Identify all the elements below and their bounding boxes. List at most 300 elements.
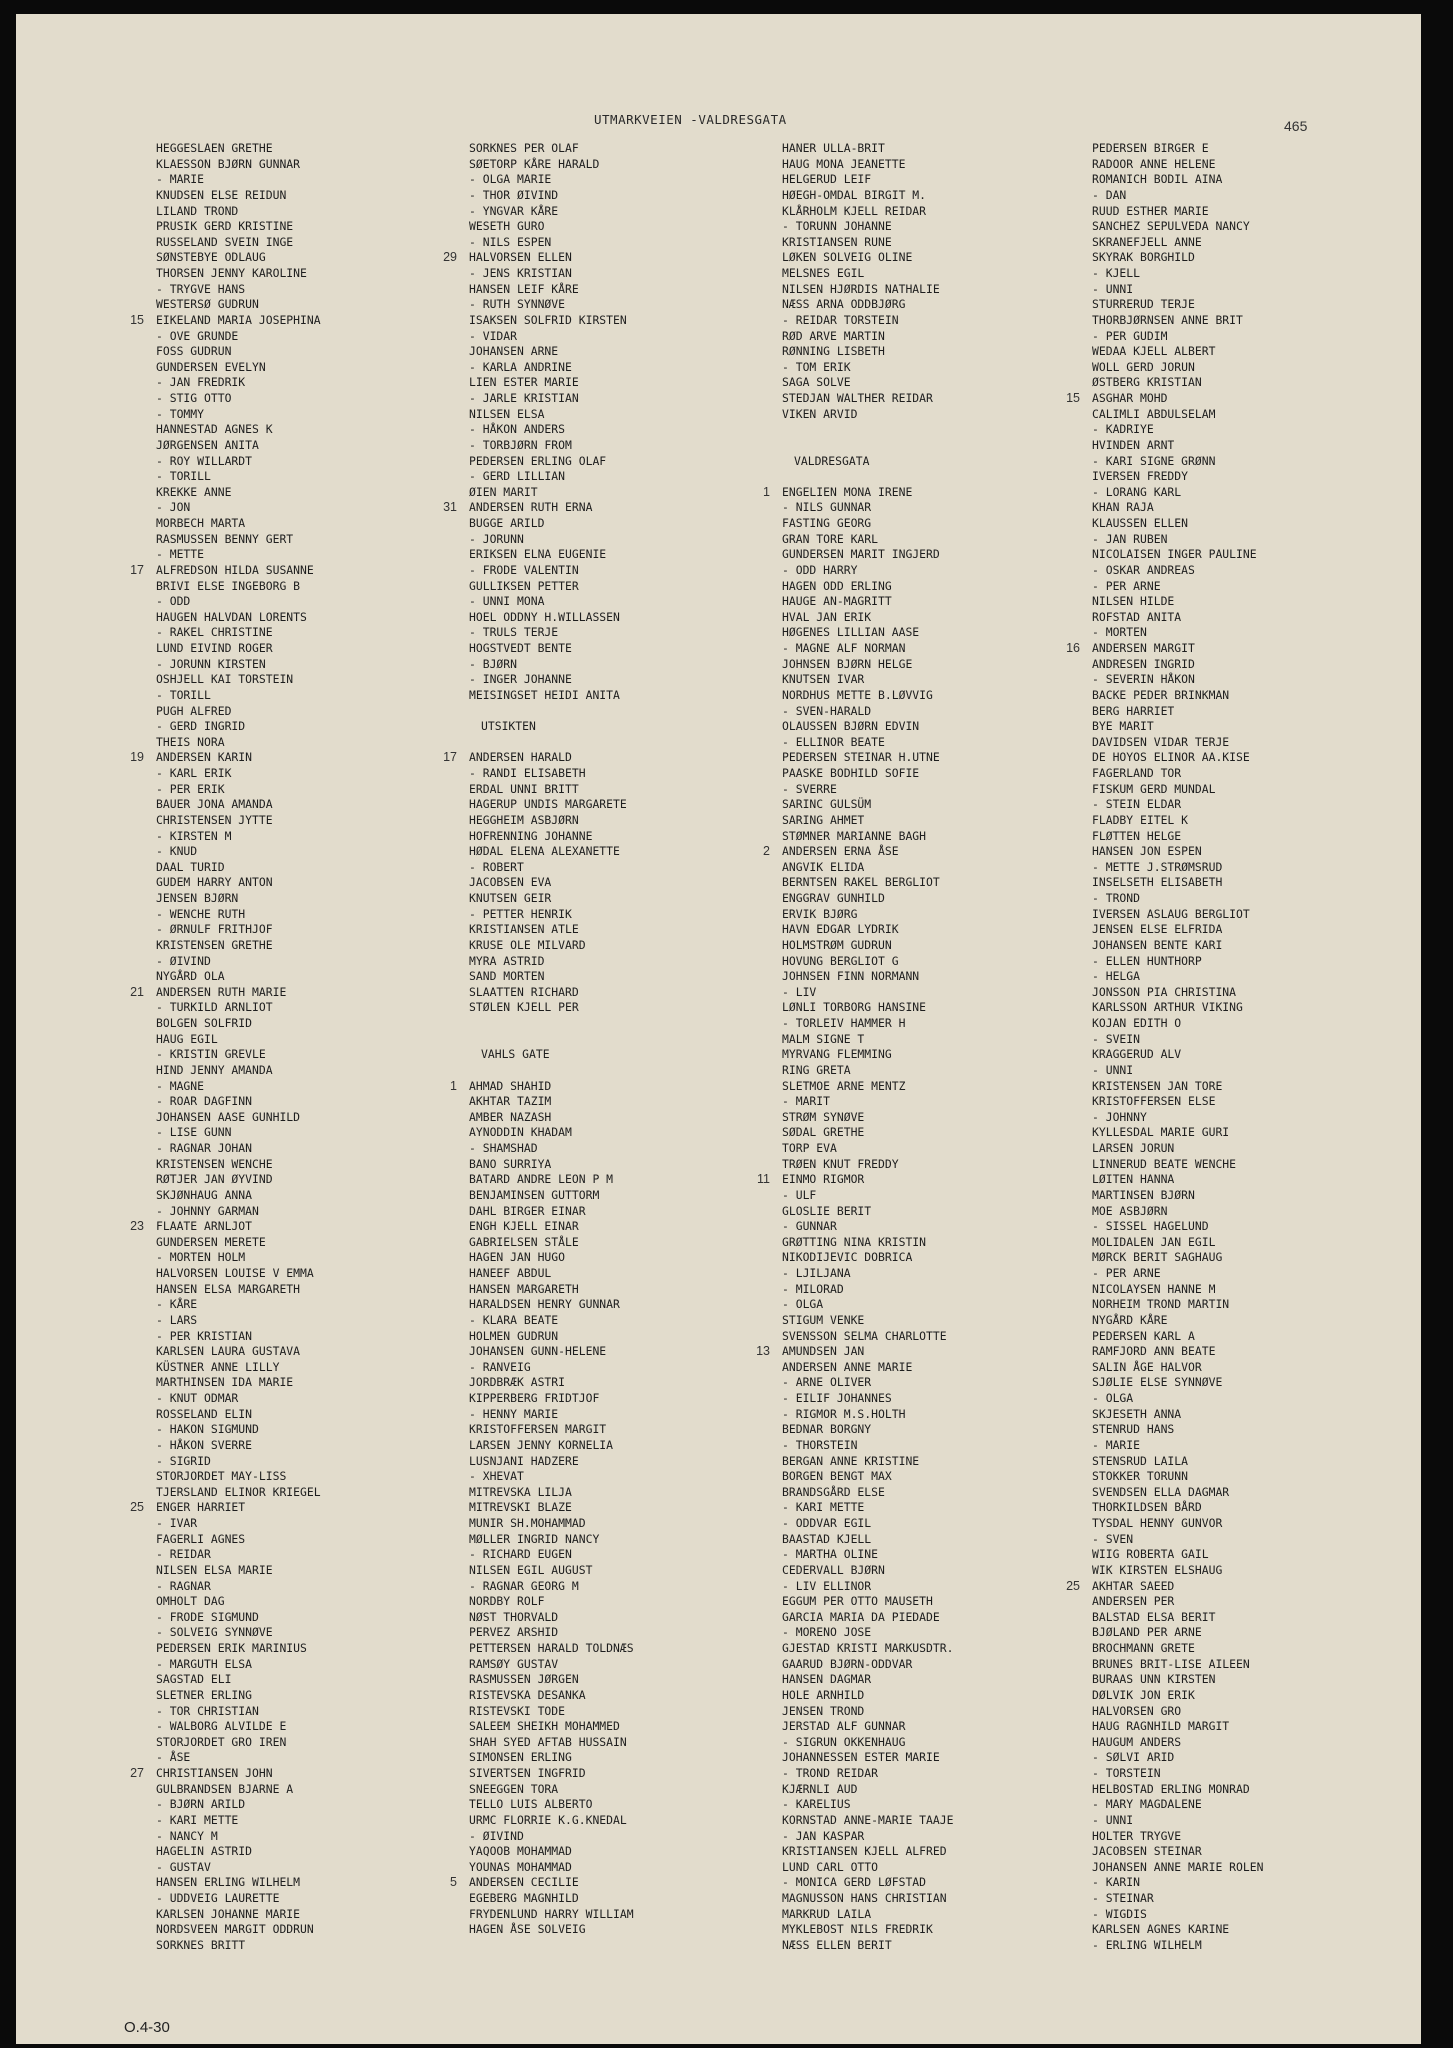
resident-entry	[1092, 485, 1392, 501]
resident-name: KARLSSON ARTHUR VIKING	[1092, 1000, 1243, 1015]
resident-entry	[156, 1094, 456, 1110]
resident-name: - MARIT	[782, 1094, 831, 1109]
resident-name: ØIEN MARIT	[469, 484, 538, 499]
resident-name: - HELGA	[1092, 969, 1141, 984]
resident-name: HØGENES LILLIAN AASE	[782, 625, 920, 640]
resident-entry	[156, 829, 456, 845]
resident-entry	[1092, 250, 1392, 266]
resident-entry	[1066, 641, 1392, 657]
resident-name: - WIGDIS	[1092, 1906, 1147, 1921]
resident-entry	[782, 141, 1082, 157]
resident-name: KRISTIANSEN ATLE	[469, 922, 579, 937]
resident-name: CALIMLI ABDULSELAM	[1092, 406, 1216, 421]
resident-entry	[782, 594, 1082, 610]
resident-entry	[782, 1797, 1082, 1813]
resident-entry	[469, 1657, 769, 1673]
resident-entry	[1092, 610, 1392, 626]
resident-name: - PER GUDIM	[1092, 328, 1168, 343]
resident-name: NILSEN EGIL AUGUST	[469, 1562, 593, 1577]
resident-entry	[782, 500, 1082, 516]
resident-entry	[782, 1110, 1082, 1126]
resident-name: SAND MORTEN	[469, 969, 545, 984]
resident-name: - PER ARNE	[1092, 578, 1161, 593]
resident-name: SANCHEZ SEPULVEDA NANCY	[1092, 219, 1250, 234]
resident-entry	[156, 844, 456, 860]
resident-entry	[156, 235, 456, 251]
resident-name: TORP EVA	[782, 1141, 837, 1155]
resident-name: PEDERSEN STEINAR H.UTNE	[782, 750, 940, 765]
resident-entry	[782, 188, 1082, 204]
resident-name: KRISTOFFERSEN MARGIT	[469, 1422, 607, 1437]
resident-entry	[130, 1766, 456, 1782]
resident-entry	[469, 1360, 769, 1376]
resident-entry	[156, 1532, 456, 1548]
resident-entry	[782, 1047, 1082, 1063]
resident-name: RUSSELAND SVEIN INGE	[156, 234, 294, 249]
resident-name: KARLSEN LAURA GUSTAVA	[156, 1344, 301, 1359]
resident-name: HALVORSEN LOUISE V EMMA	[156, 1266, 314, 1280]
resident-name: ENGGRAV GUNHILD	[782, 891, 885, 905]
resident-entry	[469, 1094, 769, 1110]
resident-entry	[469, 297, 769, 313]
resident-name: SKJØNHAUG ANNA	[156, 1187, 253, 1202]
spacer	[782, 438, 1082, 454]
resident-name: MØRCK BERIT SAGHAUG	[1092, 1250, 1223, 1265]
resident-name: KÜSTNER ANNE LILLY	[156, 1359, 280, 1374]
resident-entry	[782, 1282, 1082, 1298]
resident-name: JOHANSEN GUNN-HELENE	[469, 1344, 607, 1359]
resident-entry	[782, 1438, 1082, 1454]
resident-entry	[156, 719, 456, 735]
resident-name: STORJORDET GRO IREN	[156, 1734, 287, 1749]
resident-entry	[156, 1672, 456, 1688]
resident-entry	[156, 1750, 456, 1766]
resident-name: - ØIVIND	[156, 953, 211, 968]
resident-name: - GUSTAV	[156, 1859, 211, 1874]
resident-entry	[782, 1610, 1082, 1626]
resident-name: RING GRETA	[782, 1062, 851, 1077]
resident-entry	[156, 1829, 456, 1845]
resident-name: HAGEN ÅSE SOLVEIG	[469, 1922, 586, 1937]
spacer	[782, 469, 1082, 485]
resident-entry	[782, 407, 1082, 423]
resident-name: - TORLEIV HAMMER H	[782, 1016, 906, 1030]
resident-name: HØDAL ELENA ALEXANETTE	[469, 844, 620, 859]
resident-name: MUNIR SH.MOHAMMAD	[469, 1516, 586, 1530]
resident-name: FISKUM GERD MUNDAL	[1092, 781, 1216, 796]
resident-entry	[156, 407, 456, 423]
resident-name: ROFSTAD ANITA	[1092, 609, 1182, 624]
resident-name: GABRIELSEN STÅLE	[469, 1234, 579, 1249]
resident-name: - OLGA	[782, 1297, 824, 1312]
resident-name: LILAND TROND	[156, 203, 239, 218]
resident-entry	[469, 1641, 769, 1657]
resident-entry	[1092, 1516, 1392, 1532]
resident-entry	[469, 1704, 769, 1720]
resident-name: WESETH GURO	[469, 219, 545, 234]
resident-entry	[782, 657, 1082, 673]
resident-entry	[782, 297, 1082, 313]
resident-name: NILSEN HILDE	[1092, 594, 1175, 609]
resident-name: EINMO RIGMOR	[782, 1172, 865, 1187]
resident-entry	[782, 1188, 1082, 1204]
resident-name: JOHANSEN BENTE KARI	[1092, 937, 1223, 952]
resident-name: PEDERSEN BIRGER E	[1092, 141, 1209, 155]
resident-entry	[469, 985, 769, 1001]
resident-name: - RANDI ELISABETH	[469, 766, 586, 780]
resident-name: DAAL TURID	[156, 859, 225, 874]
resident-name: NILSEN ELSA MARIE	[156, 1562, 273, 1577]
resident-name: KNUTSEN GEIR	[469, 891, 552, 905]
resident-entry	[156, 735, 456, 751]
resident-name: - MARIE	[1092, 1437, 1141, 1452]
spacer	[469, 1063, 769, 1079]
resident-entry	[450, 1078, 769, 1095]
resident-name: PUGH ALFRED	[156, 703, 232, 718]
resident-entry	[469, 1907, 769, 1923]
house-number: 5	[450, 1875, 457, 1890]
resident-name: - OSKAR ANDREAS	[1092, 562, 1195, 577]
resident-name: HANSEN ERLING WILHELM	[156, 1875, 301, 1890]
resident-name: - OLGA	[1092, 1391, 1134, 1405]
resident-entry	[1092, 1922, 1392, 1938]
resident-entry	[469, 282, 769, 298]
resident-entry	[156, 1329, 456, 1345]
resident-name: OMHOLT DAG	[156, 1594, 225, 1609]
resident-entry	[1092, 1360, 1392, 1376]
resident-entry	[782, 1844, 1082, 1860]
resident-name: RØNNING LISBETH	[782, 344, 885, 359]
resident-name: - JOHNNY	[1092, 1109, 1147, 1124]
resident-name: STORJORDET MAY-LISS	[156, 1469, 287, 1484]
resident-entry	[469, 1516, 769, 1532]
resident-entry	[469, 860, 769, 876]
resident-name: SØDAL GRETHE	[782, 1125, 865, 1140]
resident-name: HALVORSEN ELLEN	[469, 250, 572, 265]
resident-name: ROMANICH BODIL AINA	[1092, 172, 1223, 187]
resident-name: - XHEVAT	[469, 1469, 524, 1484]
resident-entry	[156, 1125, 456, 1141]
resident-name: RØTJER JAN ØYVIND	[156, 1172, 273, 1187]
resident-entry	[469, 1813, 769, 1829]
resident-entry	[156, 1235, 456, 1251]
resident-name: ANDERSEN PER	[1092, 1594, 1175, 1609]
resident-entry	[469, 1500, 769, 1516]
resident-entry	[156, 500, 456, 516]
resident-entry	[782, 641, 1082, 657]
resident-name: - JARLE KRISTIAN	[469, 391, 579, 405]
street-heading: UTSIKTEN	[481, 719, 536, 734]
resident-entry	[156, 875, 456, 891]
directory-column-4	[1066, 141, 1392, 1954]
resident-name: - TOM ERIK	[782, 359, 851, 374]
resident-entry	[469, 1204, 769, 1220]
resident-name: ANDERSEN KARIN	[156, 750, 253, 765]
resident-name: SLETNER ERLING	[156, 1687, 253, 1702]
resident-entry	[1092, 1797, 1392, 1813]
resident-entry	[782, 875, 1082, 891]
resident-entry	[469, 1329, 769, 1345]
resident-name: - PETTER HENRIK	[469, 906, 572, 921]
resident-name: RISTEVSKI TODE	[469, 1703, 566, 1718]
resident-name: MYRA ASTRID	[469, 953, 545, 968]
resident-name: - FRODE VALENTIN	[469, 562, 579, 577]
resident-entry	[763, 844, 1082, 860]
resident-entry	[782, 547, 1082, 563]
resident-name: NORDSVEEN MARGIT ODDRUN	[156, 1922, 314, 1937]
resident-name: BALSTAD ELSA BERIT	[1092, 1609, 1216, 1624]
resident-name: FLØTTEN HELGE	[1092, 828, 1182, 843]
resident-name: - SOLVEIG SYNNØVE	[156, 1625, 273, 1640]
resident-entry	[469, 1454, 769, 1470]
resident-name: LUSNJANI HADZERE	[469, 1453, 579, 1468]
resident-entry	[1092, 360, 1392, 376]
resident-entry	[156, 1688, 456, 1704]
resident-entry	[156, 1141, 456, 1157]
resident-name: LØNLI TORBORG HANSINE	[782, 1000, 927, 1015]
resident-entry	[782, 282, 1082, 298]
resident-name: STRØM SYNØVE	[782, 1109, 865, 1124]
resident-name: SARING AHMET	[782, 812, 865, 827]
resident-entry	[469, 610, 769, 626]
resident-name: BAASTAD KJELL	[782, 1531, 872, 1546]
resident-entry	[782, 797, 1082, 813]
resident-name: - MORTEN HOLM	[156, 1250, 246, 1265]
resident-name: HANNESTAD AGNES K	[156, 422, 273, 437]
resident-name: JOHANSEN AASE GUNHILD	[156, 1109, 301, 1124]
resident-entry	[156, 797, 456, 813]
resident-entry	[469, 1110, 769, 1126]
resident-name: - KARL ERIK	[156, 766, 232, 780]
resident-name: - MAGNE	[156, 1078, 205, 1093]
resident-entry	[156, 1250, 456, 1266]
resident-entry	[782, 672, 1082, 688]
resident-name: - ERLING WILHELM	[1092, 1937, 1202, 1952]
house-number: 15	[1066, 391, 1080, 405]
resident-name: ANDERSEN ANNE MARIE	[782, 1359, 913, 1374]
resident-entry	[469, 329, 769, 345]
resident-entry	[782, 860, 1082, 876]
resident-entry	[469, 1282, 769, 1298]
resident-entry	[156, 1797, 456, 1813]
resident-entry	[469, 313, 769, 329]
resident-name: - ODDVAR EGIL	[782, 1516, 872, 1530]
resident-entry	[782, 1922, 1082, 1938]
resident-name: GUNDERSEN EVELYN	[156, 359, 266, 374]
resident-entry	[469, 563, 769, 579]
resident-name: DØLVIK JON ERIK	[1092, 1687, 1195, 1702]
resident-name: STENRUD HANS	[1092, 1422, 1175, 1437]
resident-entry	[782, 1235, 1082, 1251]
resident-name: - KIRSTEN M	[156, 828, 232, 843]
resident-name: HAGEN JAN HUGO	[469, 1250, 566, 1265]
resident-entry	[469, 1891, 769, 1907]
resident-entry	[1092, 188, 1392, 204]
resident-entry	[782, 1500, 1082, 1516]
resident-entry	[782, 1704, 1082, 1720]
resident-entry	[782, 1735, 1082, 1751]
resident-entry	[1092, 532, 1392, 548]
resident-entry	[469, 844, 769, 860]
resident-name: ANDERSEN RUTH MARIE	[156, 984, 287, 999]
resident-name: INSELSETH ELISABETH	[1092, 875, 1223, 890]
resident-entry	[469, 1625, 769, 1641]
resident-entry	[443, 500, 769, 516]
resident-entry	[469, 344, 769, 360]
resident-name: JENSEN ELSE ELFRIDA	[1092, 922, 1223, 937]
resident-entry	[1092, 500, 1392, 516]
resident-name: STØLEN KJELL PER	[469, 1000, 579, 1015]
resident-entry	[469, 485, 769, 501]
resident-entry	[469, 1844, 769, 1860]
resident-entry	[782, 625, 1082, 641]
house-number: 31	[443, 500, 457, 515]
resident-entry	[782, 313, 1082, 329]
resident-name: KNUTSEN IVAR	[782, 672, 865, 687]
resident-entry	[469, 141, 769, 157]
resident-name: LUND EIVIND ROGER	[156, 641, 273, 655]
resident-entry	[156, 469, 456, 485]
resident-name: - NANCY M	[156, 1828, 218, 1843]
resident-entry	[469, 422, 769, 438]
resident-name: CHRISTIANSEN JOHN	[156, 1766, 273, 1780]
resident-name: MARTINSEN BJØRN	[1092, 1187, 1195, 1202]
resident-entry	[1092, 1344, 1392, 1360]
resident-entry	[763, 484, 1082, 501]
resident-entry	[156, 1422, 456, 1438]
resident-entry	[156, 782, 456, 798]
resident-name: LARSEN JORUN	[1092, 1141, 1175, 1155]
resident-name: BRIVI ELSE INGEBORG B	[156, 578, 301, 593]
resident-entry	[156, 1407, 456, 1423]
resident-name: HARALDSEN HENRY GUNNAR	[469, 1297, 620, 1312]
resident-name: - TOR CHRISTIAN	[156, 1703, 259, 1718]
resident-entry	[156, 219, 456, 235]
resident-entry	[156, 188, 456, 204]
resident-name: NILSEN ELSA	[469, 406, 545, 421]
resident-name: - KRISTIN GREVLE	[156, 1047, 266, 1062]
resident-entry	[469, 1719, 769, 1735]
resident-name: - VIDAR	[469, 328, 518, 343]
resident-entry	[1092, 1375, 1392, 1391]
resident-entry	[1092, 547, 1392, 563]
resident-entry	[156, 579, 456, 595]
resident-entry	[469, 1266, 769, 1282]
resident-entry	[782, 1016, 1082, 1032]
resident-name: KHAN RAJA	[1092, 500, 1154, 515]
resident-entry	[782, 766, 1082, 782]
resident-name: - KADRIYE	[1092, 422, 1154, 437]
resident-entry	[1092, 797, 1392, 813]
resident-entry	[782, 969, 1082, 985]
resident-name: PEDERSEN KARL A	[1092, 1328, 1195, 1343]
resident-name: JOHNSEN FINN NORMANN	[782, 969, 920, 984]
resident-name: BACKE PEDER BRINKMAN	[1092, 687, 1230, 702]
resident-name: ISAKSEN SOLFRID KIRSTEN	[469, 312, 627, 327]
resident-entry	[1092, 1000, 1392, 1016]
house-number: 15	[130, 312, 144, 327]
house-number: 1	[763, 484, 770, 499]
resident-name: GARCIA MARIA DA PIEDADE	[782, 1609, 940, 1624]
resident-name: - JAN KASPAR	[782, 1828, 865, 1843]
resident-entry	[1092, 844, 1392, 860]
resident-entry	[1092, 407, 1392, 423]
resident-name: TELLO LUIS ALBERTO	[469, 1797, 593, 1812]
resident-entry	[1092, 1610, 1392, 1626]
resident-name: - MORTEN	[1092, 625, 1147, 640]
resident-entry	[1092, 1907, 1392, 1923]
resident-entry	[156, 1282, 456, 1298]
resident-entry	[130, 984, 456, 1001]
resident-name: AKHTAR SAEED	[1092, 1578, 1175, 1593]
resident-name: SORKNES PER OLAF	[469, 141, 579, 155]
resident-entry	[782, 1079, 1082, 1095]
resident-entry	[1092, 1047, 1392, 1063]
resident-name: KYLLESDAL MARIE GURI	[1092, 1125, 1230, 1140]
resident-entry	[782, 1782, 1082, 1798]
resident-entry	[469, 579, 769, 595]
resident-name: IVERSEN ASLAUG BERGLIOT	[1092, 906, 1250, 921]
resident-name: HELGERUD LEIF	[782, 172, 872, 187]
resident-entry	[156, 1360, 456, 1376]
resident-entry	[782, 1719, 1082, 1735]
resident-name: FAGERLAND TOR	[1092, 766, 1182, 780]
resident-name: - MAGNE ALF NORMAN	[782, 641, 906, 655]
resident-name: GULLIKSEN PETTER	[469, 578, 579, 593]
resident-entry	[469, 1188, 769, 1204]
directory-column-3	[756, 141, 1082, 1954]
resident-name: - LJILJANA	[782, 1266, 851, 1280]
resident-name: - TURKILD ARNLIOT	[156, 1000, 273, 1015]
resident-entry	[782, 563, 1082, 579]
resident-entry	[782, 1672, 1082, 1688]
resident-entry	[1092, 1110, 1392, 1126]
resident-entry	[469, 954, 769, 970]
resident-entry	[469, 1579, 769, 1595]
resident-name: SVENSSON SELMA CHARLOTTE	[782, 1328, 947, 1343]
resident-entry	[782, 391, 1082, 407]
house-number: 25	[130, 1500, 144, 1515]
resident-name: - TORSTEIN	[1092, 1766, 1161, 1780]
resident-name: GJESTAD KRISTI MARKUSDTR.	[782, 1641, 954, 1655]
resident-name: HAGERUP UNDIS MARGARETE	[469, 797, 627, 812]
resident-name: GLOSLIE BERIT	[782, 1203, 872, 1218]
resident-entry	[1092, 1844, 1392, 1860]
resident-entry	[1092, 672, 1392, 688]
resident-name: - JORUNN KIRSTEN	[156, 656, 266, 671]
resident-entry	[469, 907, 769, 923]
resident-entry	[1092, 1532, 1392, 1548]
house-number: 21	[130, 984, 144, 999]
resident-name: - HÅKON ANDERS	[469, 422, 566, 437]
resident-entry	[1092, 141, 1392, 157]
resident-entry	[782, 250, 1082, 266]
resident-name: - MARY MAGDALENE	[1092, 1797, 1202, 1812]
resident-entry	[1092, 1250, 1392, 1266]
resident-name: - REIDAR	[156, 1547, 211, 1562]
resident-name: - KÅRE	[156, 1297, 198, 1312]
resident-entry	[782, 1907, 1082, 1923]
resident-entry	[782, 532, 1082, 548]
resident-entry	[1066, 391, 1392, 407]
resident-entry	[469, 1563, 769, 1579]
resident-name: - HENNY MARIE	[469, 1406, 559, 1421]
resident-entry	[156, 657, 456, 673]
resident-entry	[1092, 922, 1392, 938]
resident-name: - UDDVEIG LAURETTE	[156, 1891, 280, 1905]
resident-entry	[1092, 219, 1392, 235]
resident-name: HVAL JAN ERIK	[782, 609, 872, 624]
